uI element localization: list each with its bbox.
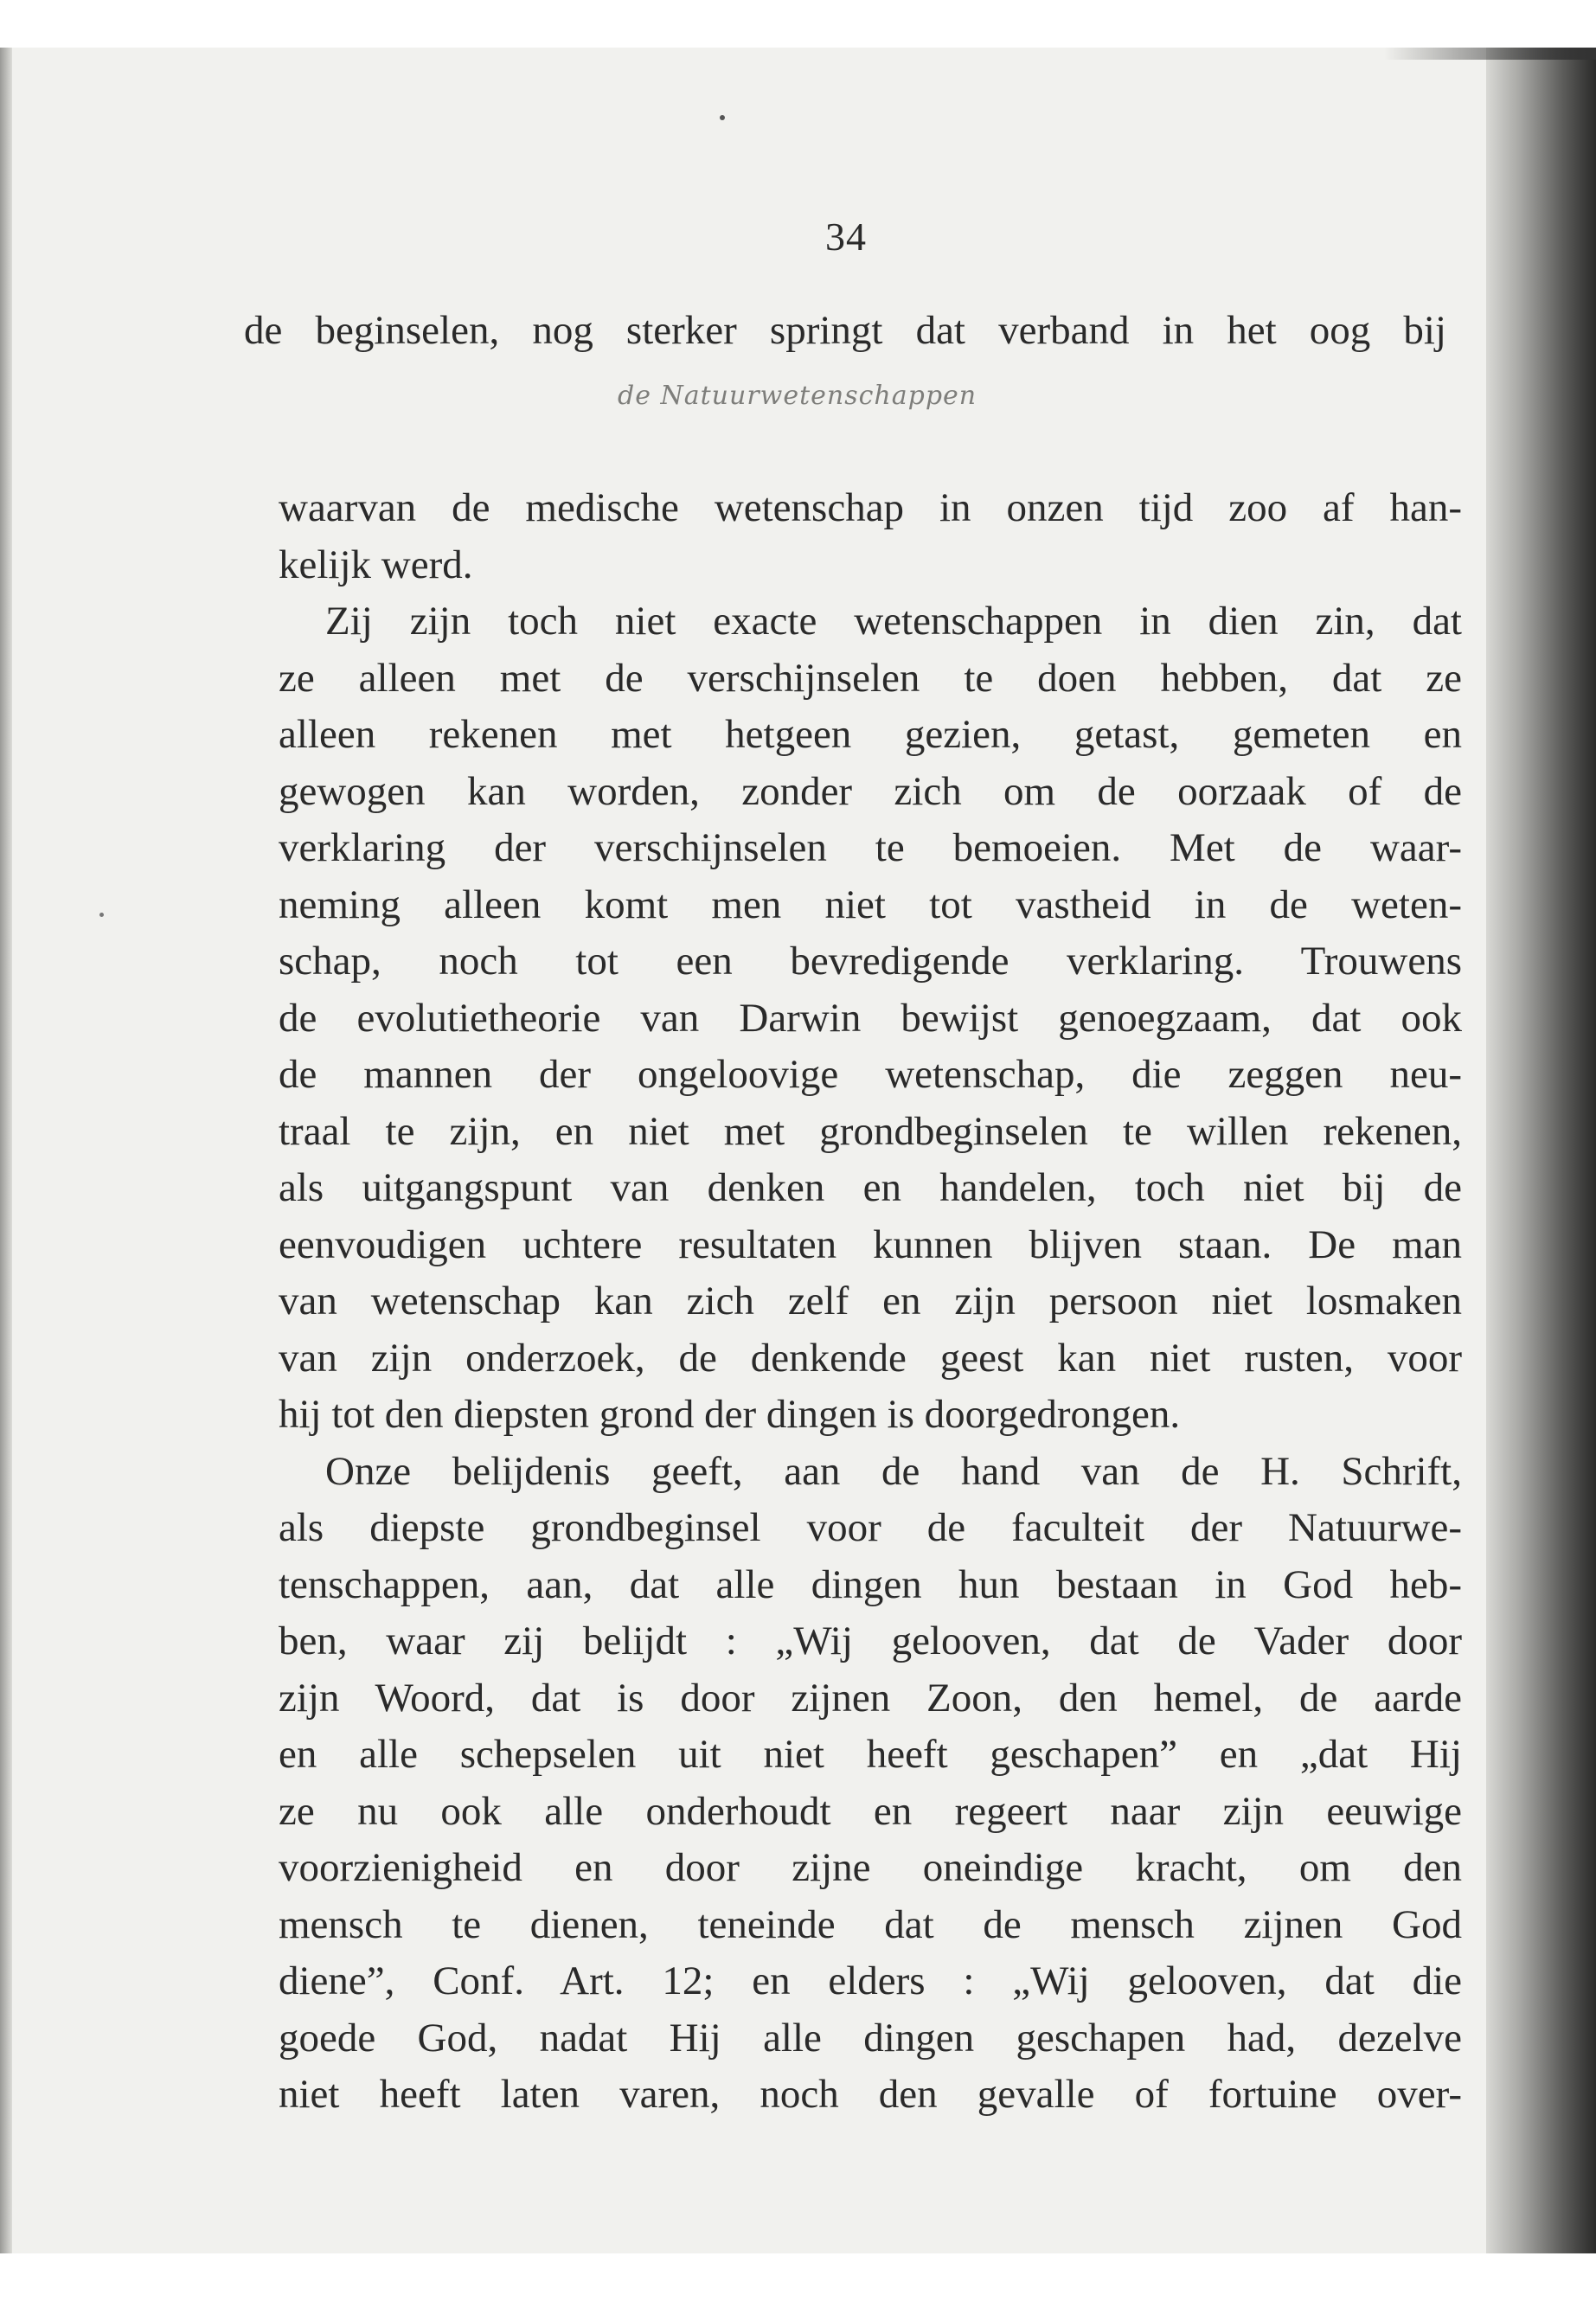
page-number: 34	[825, 215, 867, 259]
text-line: Zij zijn toch niet exacte wetenschappen in dien zin, dat	[325, 599, 1462, 644]
text-line: schap, noch tot een bevredigende verklaring. Trouwens	[279, 939, 1462, 984]
text-line: voorzienigheid en door zijne oneindige kracht, om den	[279, 1845, 1462, 1890]
text-line: mensch te dienen, teneinde dat de mensch zijnen God	[279, 1901, 1462, 1947]
text-line: Onze belijdenis geeft, aan de hand van de H. Schrift,	[325, 1448, 1462, 1494]
text-line: kelijk werd.	[279, 542, 473, 587]
text-line: niet heeft laten varen, noch den gevalle of fortuine over-	[279, 2072, 1462, 2117]
text-line: goede God, nadat Hij alle dingen geschapen had, dezelve	[279, 2015, 1462, 2061]
handwritten-annotation: de Natuurwetenschappen	[618, 381, 977, 411]
text-line: als uitgangspunt van denken en handelen, toch niet bij de	[279, 1165, 1462, 1210]
text-line: gewogen kan worden, zonder zich om de oorzaak of de	[279, 768, 1462, 814]
paper-speck	[99, 913, 104, 917]
book-gutter-shadow	[1486, 48, 1596, 2253]
text-line: verklaring der verschijnselen te bemoeien. Met de waar-	[279, 825, 1462, 870]
text-line: tenschappen, aan, dat alle dingen hun bestaan in God heb-	[279, 1561, 1462, 1607]
text-line: zijn Woord, dat is door zijnen Zoon, den hemel, de aarde	[279, 1675, 1462, 1721]
text-line: hij tot den diepsten grond der dingen is doorgedrongen.	[279, 1392, 1181, 1437]
text-line: van zijn onderzoek, de denkende geest kan niet rusten, voor	[279, 1335, 1462, 1381]
text-line: van wetenschap kan zich zelf en zijn persoon niet losmaken	[279, 1279, 1462, 1324]
text-line: ben, waar zij belijdt : „Wij gelooven, dat de Vader door	[279, 1618, 1462, 1663]
text-line: als diepste grondbeginsel voor de faculteit der Natuurwe-	[279, 1505, 1462, 1550]
first-text-line: de beginselen, nog sterker springt dat verband in het oog bij	[244, 308, 1446, 353]
text-line: diene”, Conf. Art. 12; en elders : „Wij gelooven, dat die	[279, 1958, 1462, 2003]
page-left-edge	[0, 48, 12, 2253]
text-line: neming alleen komt men niet tot vastheid in de weten-	[279, 881, 1462, 927]
text-line: ze nu ook alle onderhoudt en regeert naar zijn eeuwige	[279, 1788, 1462, 1834]
text-line: alleen rekenen met hetgeen gezien, getast, gemeten en	[279, 712, 1462, 757]
text-line: traal te zijn, en niet met grondbeginselen te willen rekenen,	[279, 1108, 1462, 1154]
body-text	[279, 480, 1462, 2124]
text-line: de mannen der ongeloovige wetenschap, die zeggen neu-	[279, 1052, 1462, 1097]
text-line: de evolutietheorie van Darwin bewijst genoegzaam, dat ook	[279, 995, 1462, 1041]
text-line: en alle schepselen uit niet heeft geschapen” en „dat Hij	[279, 1732, 1462, 1777]
book-page	[12, 48, 1486, 2253]
pencil-dot	[720, 115, 725, 120]
text-line: waarvan de medische wetenschap in onzen tijd zoo af han-	[279, 485, 1462, 530]
text-line: ze alleen met de verschijnselen te doen hebben, dat ze	[279, 655, 1462, 701]
text-line: eenvoudigen uchtere resultaten kunnen blijven staan. De man	[279, 1221, 1462, 1267]
